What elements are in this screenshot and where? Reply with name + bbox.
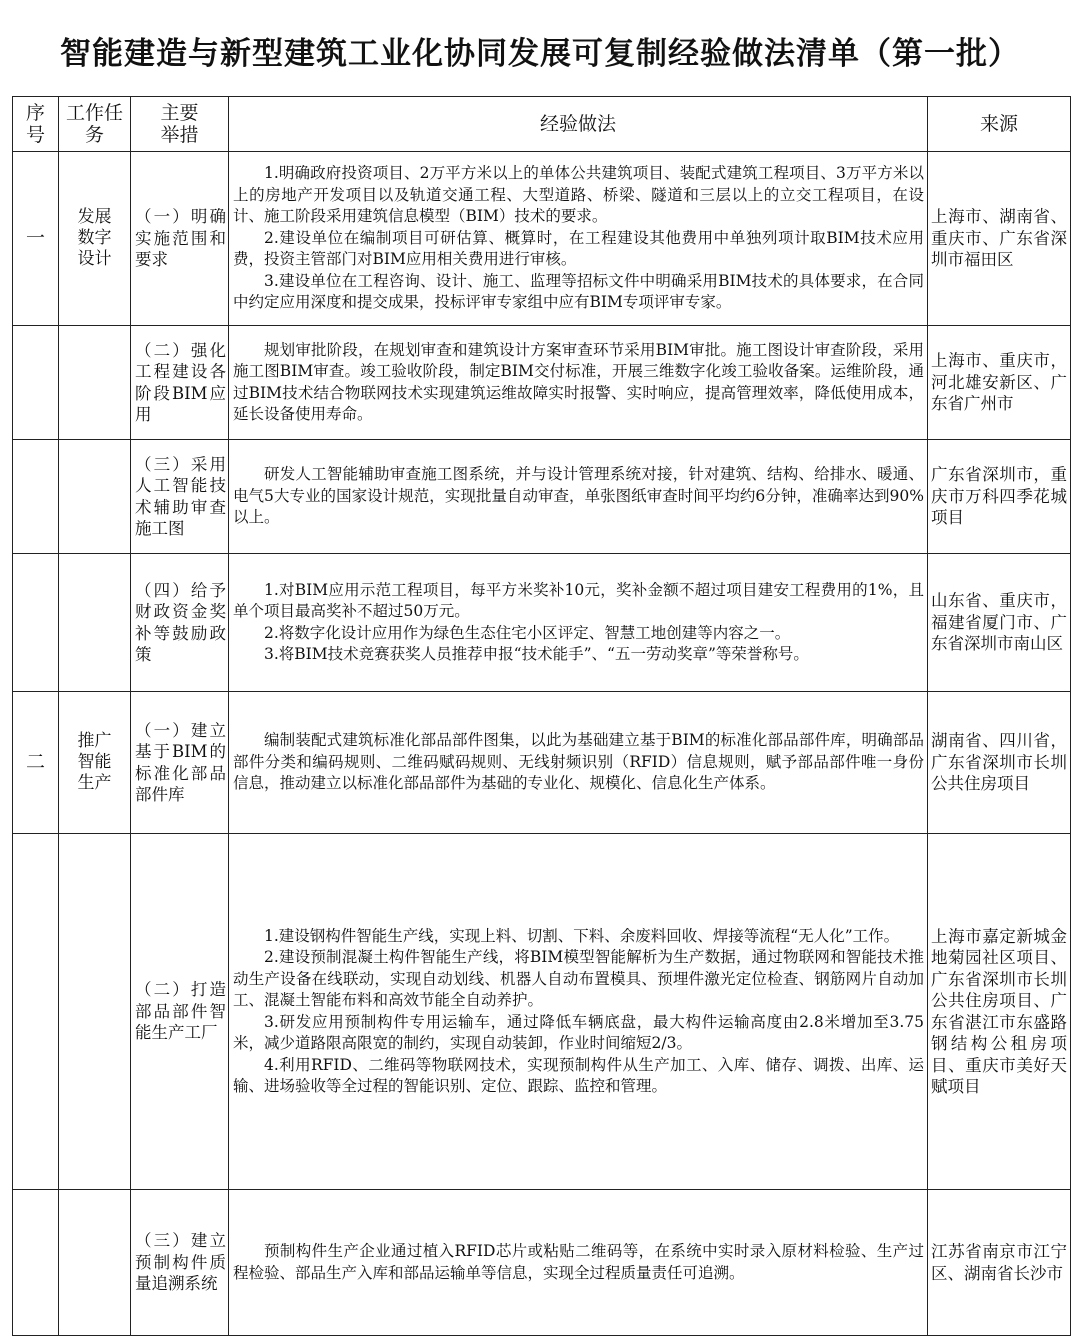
experience-paragraph: 1.对BIM应用示范工程项目，每平方米奖补10元，奖补金额不超过项目建安工程费用的1%，且单个项目最高奖补不超过50万元。 [233, 580, 924, 620]
row-task [59, 152, 131, 326]
experience-paragraph: 1.建设钢构件智能生产线，实现上料、切割、下料、余废料回收、焊接等流程“无人化”工作。 [264, 926, 900, 945]
experience-paragraph: 编制装配式建筑标准化部品部件图集，以此为基础建立基于BIM的标准化部品部件库，明确部品部件分类和编码规则、二维码赋码规则、无线射频识别（RFID）信息规则，赋予部品部件唯一身份信息，推动建立以标准化部品部件为基础的专业化、规模化、信息化生产体系。 [233, 731, 924, 793]
header-measure: 主要 举措 [131, 97, 229, 152]
row-task [59, 692, 131, 834]
row-measure: （三）建立预制构件质量追溯系统 [131, 1190, 229, 1336]
row-seq: 一 [13, 152, 59, 326]
row-experience [229, 692, 928, 834]
experience-paragraph: 1.明确政府投资项目、2万平方米以上的单体公共建筑项目、装配式建筑工程项目、3万平方米以上的房地产开发项目以及轨道交通工程、大型道路、桥梁、隧道和三层以上的立交工程项目，在设计、施工阶段采用建筑信息模型（BIM）技术的要求。 [233, 164, 924, 226]
row-seq [13, 834, 59, 1190]
experience-paragraph: 4.利用RFID、二维码等物联网技术，实现预制构件从生产加工、入库、储存、调拨、出库、运输、进场验收等全过程的智能识别、定位、跟踪、监控和管理。 [233, 1055, 924, 1095]
row-measure: （三）采用人工智能技术辅助审查施工图 [131, 440, 229, 554]
row-seq: 二 [13, 692, 59, 834]
row-task-line: 生产 [77, 773, 112, 793]
experience-paragraph: 2.建设预制混凝土构件智能生产线，将BIM模型智能解析为生产数据，通过物联网和智能技术推动生产设备在线联动，实现自动划线、机器人自动布置模具、预埋件激光定位检查、钢筋网片自动加工、混凝土智能布料和高效节能全自动养护。 [233, 948, 924, 1009]
experience-table [12, 96, 1071, 1336]
row-source: 湖南省、四川省，广东省深圳市长圳公共住房项目 [928, 692, 1071, 834]
header-experience: 经验做法 [229, 97, 928, 152]
table-row [13, 834, 1071, 1190]
row-source: 上海市嘉定新城金地菊园社区项目、广东省深圳市长圳公共住房项目、广东省湛江市东盛路钢结构公租房项目、重庆市美好天赋项目 [928, 834, 1071, 1190]
row-seq [13, 1190, 59, 1336]
row-task-line: 设计 [77, 249, 112, 269]
row-source: 上海市、重庆市，河北雄安新区、广东省广州市 [928, 326, 1071, 440]
row-task-line: 智能 [77, 752, 112, 772]
row-measure: （二）强化工程建设各阶段BIM应用 [131, 326, 229, 440]
row-measure: （一）建立基于BIM的标准化部品部件库 [131, 692, 229, 834]
row-experience [229, 554, 928, 692]
row-source: 上海市、湖南省、重庆市、广东省深圳市福田区 [928, 152, 1071, 326]
row-source: 山东省、重庆市，福建省厦门市、广东省深圳市南山区 [928, 554, 1071, 692]
experience-paragraph: 3.研发应用预制构件专用运输车，通过降低车辆底盘，最大构件运输高度由2.8米增加至3.75米，减少道路限高限宽的制约，实现自动装卸，作业时间缩短2/3。 [233, 1012, 924, 1052]
table-row [13, 692, 1071, 834]
table-row [13, 152, 1071, 326]
row-experience [229, 152, 928, 326]
row-experience [229, 834, 928, 1190]
row-experience [229, 326, 928, 440]
header-seq: 序 号 [13, 97, 59, 152]
experience-paragraph: 预制构件生产企业通过植入RFID芯片或粘贴二维码等，在系统中实时录入原材料检验、生产过程检验、部品生产入库和部品运输单等信息，实现全过程质量责任可追溯。 [233, 1242, 924, 1282]
row-measure: （二）打造部品部件智能生产工厂 [131, 834, 229, 1190]
row-source: 江苏省南京市江宁区、湖南省长沙市 [928, 1190, 1071, 1336]
table-row [13, 1190, 1071, 1336]
row-measure: （四）给予财政资金奖补等鼓励政策 [131, 554, 229, 692]
row-measure: （一）明确实施范围和要求 [131, 152, 229, 326]
header-task: 工作任 务 [59, 97, 131, 152]
experience-paragraph: 2.将数字化设计应用作为绿色生态住宅小区评定、智慧工地创建等内容之一。 [264, 623, 791, 642]
row-task [59, 440, 131, 554]
row-task-line: 发展 [77, 207, 112, 227]
row-task-line: 推广 [77, 731, 112, 751]
row-task [59, 554, 131, 692]
row-seq [13, 554, 59, 692]
row-experience [229, 1190, 928, 1336]
row-source: 广东省深圳市，重庆市万科四季花城项目 [928, 440, 1071, 554]
table-row [13, 326, 1071, 440]
row-task [59, 834, 131, 1190]
experience-paragraph: 规划审批阶段，在规划审查和建筑设计方案审查环节采用BIM审批。施工图设计审查阶段，采用施工图BIM审查。竣工验收阶段，制定BIM交付标准，开展三维数字化竣工验收备案。运维阶段，通过BIM技术结合物联网技术实现建筑运维故障实时报警、实时响应，提高管理效率，降低使用成本，延长设备使用寿命。 [233, 340, 924, 423]
row-task-line: 数字 [77, 228, 112, 248]
table-row [13, 440, 1071, 554]
row-seq [13, 440, 59, 554]
table-header-row [13, 97, 1071, 152]
experience-paragraph: 2.建设单位在编制项目可研估算、概算时，在工程建设其他费用中单独列项计取BIM技术应用费，投资主管部门对BIM应用相关费用进行审核。 [233, 228, 924, 269]
table-row [13, 554, 1071, 692]
row-task [59, 1190, 131, 1336]
page-title: 智能建造与新型建筑工业化协同发展可复制经验做法清单（第一批） [60, 36, 1020, 72]
experience-paragraph: 3.建设单位在工程咨询、设计、施工、监理等招标文件中明确采用BIM技术的具体要求，在合同中约定应用深度和提交成果，投标评审专家组中应有BIM专项评审专家。 [233, 271, 924, 312]
header-source: 来源 [928, 97, 1071, 152]
row-task [59, 326, 131, 440]
row-seq [13, 326, 59, 440]
experience-paragraph: 研发人工智能辅助审查施工图系统，并与设计管理系统对接，针对建筑、结构、给排水、暖通、电气5大专业的国家设计规范，实现批量自动审查，单张图纸审查时间平均约6分钟，准确率达到90%以上。 [233, 465, 924, 527]
row-experience [229, 440, 928, 554]
experience-paragraph: 3.将BIM技术竞赛获奖人员推荐申报“技术能手”、“五一劳动奖章”等荣誉称号。 [264, 645, 809, 663]
